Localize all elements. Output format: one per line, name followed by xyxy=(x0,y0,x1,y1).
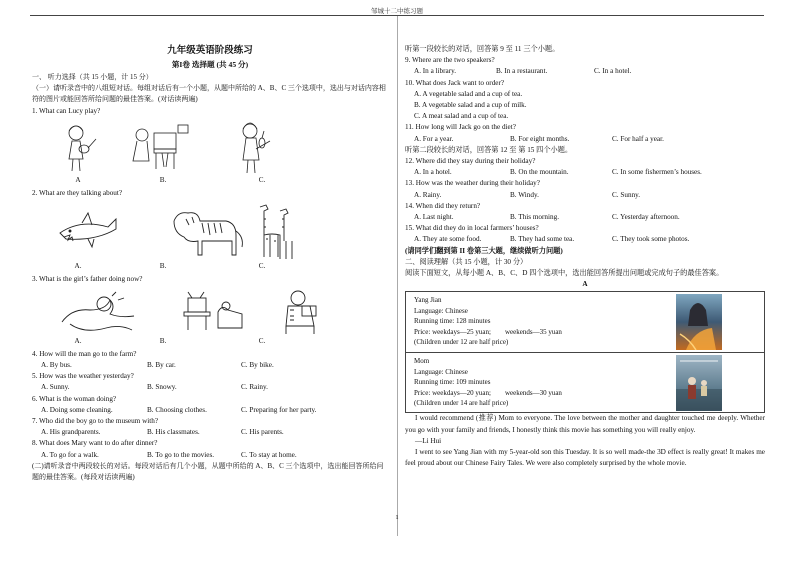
man-reading-icon xyxy=(286,291,316,334)
q4-option-b[interactable]: B. By car. xyxy=(147,361,176,370)
q15-option-b[interactable]: B. They had some tea. xyxy=(510,235,575,244)
question-6: 6. What is the woman doing? xyxy=(32,394,117,403)
movie2-language: Language: Chinese xyxy=(414,367,468,376)
q5-option-c[interactable]: C. Rainy. xyxy=(241,383,268,392)
movie1-name: Yang Jian xyxy=(414,296,442,305)
girl-guitar-icon xyxy=(69,126,96,171)
giraffe-icon xyxy=(260,205,292,259)
question-8: 8. What does Mary want to do after dinner? xyxy=(32,439,158,448)
section1-part2-instructions: (二)请听录音中两段较长的对话。每段对话后有几个小题，从题中所给的 A、B、C 三个选项中，选出能回答所给问题的最佳答案。(每段对话读两遍) xyxy=(32,461,384,482)
yang-jian-poster-image xyxy=(676,294,722,350)
q5-option-a[interactable]: A. Sunny. xyxy=(41,383,70,392)
q1-options xyxy=(32,175,388,186)
q11-option-b[interactable]: B. For eight months. xyxy=(510,134,570,143)
column-divider xyxy=(397,16,398,536)
q3-images xyxy=(32,288,388,336)
q7-options xyxy=(32,427,388,438)
review-signature: —Li Hui xyxy=(415,436,442,445)
mom-poster-image xyxy=(676,355,722,411)
q3-option-b[interactable]: B. xyxy=(159,336,167,345)
q2-images xyxy=(32,201,388,261)
q8-option-b[interactable]: B. To go to the movies. xyxy=(147,450,215,459)
q8-options xyxy=(32,450,388,461)
q7-option-a[interactable]: A. His grandparents. xyxy=(41,428,101,437)
q13-options xyxy=(405,190,765,201)
tiger-icon xyxy=(174,213,242,255)
q2-options xyxy=(32,261,388,272)
question-15: 15. What did they do in local farmers’ houses? xyxy=(405,224,539,233)
q8-option-a[interactable]: A. To go for a walk. xyxy=(41,450,99,459)
movie-mom xyxy=(406,352,764,412)
q3-option-a[interactable]: A. xyxy=(74,336,82,345)
q9-options xyxy=(405,66,765,77)
movie-table xyxy=(405,291,765,413)
q9-option-c[interactable]: C. In a hotel. xyxy=(594,67,632,76)
question-5: 5. How was the weather yesterday? xyxy=(32,372,134,381)
question-12: 12. Where did they stay during their holiday? xyxy=(405,157,536,166)
q14-option-b[interactable]: B. This morning. xyxy=(510,213,559,222)
q12-option-a[interactable]: A. In a hotel. xyxy=(414,168,452,177)
q12-option-b[interactable]: B. On the mountain. xyxy=(510,168,569,177)
question-2: 2. What are they talking about? xyxy=(32,189,123,198)
q11-options xyxy=(405,134,765,145)
q7-option-b[interactable]: B. His classmates. xyxy=(147,428,200,437)
movie2-price: Price: weekdays—20 yuan; weekends—30 yuan xyxy=(414,388,562,397)
section1-instructions: （一）请听录音中的八组短对话。每组对话后有一个小题，从题中所给的 A、B、C 三个选项中，选出与对话内容相符的图片或能回答所给问题的最佳答案。(对话读两遍) xyxy=(32,84,386,104)
piano-icon xyxy=(133,125,188,169)
girl-violin-icon xyxy=(243,123,270,173)
q2-pictures xyxy=(32,199,388,261)
q9-option-a[interactable]: A. In a library. xyxy=(414,67,457,76)
q1-option-b[interactable]: B. xyxy=(159,175,167,184)
q1-option-c[interactable]: C. xyxy=(258,175,266,184)
q3-option-c[interactable]: C. xyxy=(258,336,266,345)
q10-option-b[interactable]: B. A vegetable salad and a cup of milk. xyxy=(414,101,527,110)
question-10: 10. What does Jack want to order? xyxy=(405,78,505,87)
q14-option-c[interactable]: C. Yesterday afternoon. xyxy=(612,213,680,222)
movie-yang-jian xyxy=(406,292,764,352)
section2-heading: 二、阅读理解（共 15 小题，计 30 分） xyxy=(405,257,528,266)
q5-options xyxy=(32,382,388,393)
movie1-running-time: Running time: 128 minutes xyxy=(414,317,491,326)
q10-option-a[interactable]: A. A vegetable salad and a cup of tea. xyxy=(414,89,523,98)
right-column xyxy=(405,44,765,469)
q1-images xyxy=(32,119,388,175)
movie1-children-note: (Children under 12 are half price) xyxy=(414,338,509,347)
q14-options xyxy=(405,212,765,223)
dialogue1-intro: 听第一段较长的对话，回答第 9 至 11 三个小题。 xyxy=(405,45,560,53)
movie1-price: Price: weekdays—25 yuan; weekends—35 yuan xyxy=(414,327,562,336)
question-11: 11. How long will Jack go on the diet? xyxy=(405,123,516,132)
q1-pictures xyxy=(32,117,388,175)
page-title: 九年级英语阶段练习 xyxy=(167,46,253,56)
movie2-running-time: Running time: 109 minutes xyxy=(414,378,491,387)
question-1: 1. What can Lucy play? xyxy=(32,106,101,115)
q11-option-c[interactable]: C. For half a year. xyxy=(612,134,664,143)
q12-option-c[interactable]: C. In some fishermen’s houses. xyxy=(612,168,702,177)
q15-option-c[interactable]: C. They took some photos. xyxy=(612,235,690,244)
q14-option-a[interactable]: A. Last night. xyxy=(414,213,454,222)
section2-instructions: 阅读下面短文，从每小题 A、B、C、D 四个选项中，选出能回答所提出问题或完成句子的最佳答案。 xyxy=(405,269,724,278)
section1-heading: 一、 听力选择（共 15 小题，计 15 分） xyxy=(32,73,153,81)
q11-option-a[interactable]: A. For a year. xyxy=(414,134,454,143)
movie2-children-note: (Children under 14 are half price) xyxy=(414,399,509,408)
q9-option-b[interactable]: B. In a restaurant. xyxy=(496,67,548,76)
q6-option-b[interactable]: B. Choosing clothes. xyxy=(147,405,207,414)
question-3: 3. What is the girl’s father doing now? xyxy=(32,275,143,284)
q5-option-b[interactable]: B. Snowy. xyxy=(147,383,177,392)
q7-option-c[interactable]: C. His parents. xyxy=(241,428,284,437)
turn-page-note: (请同学们翻到第 II 卷第三大题，继续做听力问题) xyxy=(405,246,563,255)
q4-option-a[interactable]: A. By bus. xyxy=(41,361,72,370)
shark-icon xyxy=(60,213,116,247)
q3-pictures xyxy=(32,286,388,336)
question-4: 4. How will the man go to the farm? xyxy=(32,349,137,358)
q13-option-b[interactable]: B. Windy. xyxy=(510,190,539,199)
q2-option-a[interactable]: A. xyxy=(74,262,82,271)
q4-option-c[interactable]: C. By bike. xyxy=(241,361,274,370)
q6-option-a[interactable]: A. Doing some cleaning. xyxy=(41,405,113,414)
question-14: 14. When did they return? xyxy=(405,201,481,210)
page-number: 1 xyxy=(395,514,399,521)
dialogue2-intro: 听第二段较长的对话，回答第 12 至 第 15 四个小题。 xyxy=(405,145,573,154)
passage-label: A xyxy=(582,280,588,289)
question-7: 7. Who did the boy go to the museum with? xyxy=(32,417,159,426)
page-header: 邹城十二中练习题 xyxy=(371,8,423,15)
q13-option-c[interactable]: C. Sunny. xyxy=(612,190,641,199)
q13-option-a[interactable]: A. Rainy. xyxy=(414,190,442,199)
q4-options xyxy=(32,360,388,371)
q2-option-b[interactable]: B. xyxy=(159,262,167,271)
q15-options xyxy=(405,234,765,245)
movie2-name: Mom xyxy=(414,357,430,366)
question-13: 13. How was the weather during their holiday? xyxy=(405,179,540,188)
review-paragraph-1: I would recommend (推荐) Mom to everyone. The love between the mother and daughter touched me deeply. Whether you go with your family and friends, I honestly think this movie has something you will really enjoy. xyxy=(405,414,765,434)
movie1-language: Language: Chinese xyxy=(414,306,468,315)
q1-option-a[interactable]: A xyxy=(75,175,81,184)
question-9: 9. Where are the two speakers? xyxy=(405,56,495,65)
tv-watching-icon xyxy=(184,292,242,330)
review-paragraph-2: I went to see Yang Jian with my 5-year-old son this Tuesday. It is so well made-the 3D effect is really great! It makes me feel proud about our Chinese Fairy Tales. We were also completely surprised by the whole movie. xyxy=(405,448,765,468)
q8-option-c[interactable]: C. To stay at home. xyxy=(241,450,297,459)
q10-option-c[interactable]: C. A meat salad and a cup of tea. xyxy=(414,112,509,121)
q2-option-c[interactable]: C. xyxy=(258,262,266,271)
man-sleeping-icon xyxy=(62,292,134,330)
left-column xyxy=(32,44,388,483)
q12-options xyxy=(405,167,765,178)
q15-option-a[interactable]: A. They ate some food. xyxy=(414,235,482,244)
q6-options xyxy=(32,405,388,416)
part1-heading: 第I卷 选择题 (共 45 分) xyxy=(171,60,249,69)
q6-option-c[interactable]: C. Preparing for her party. xyxy=(241,405,317,414)
q3-options xyxy=(32,336,388,347)
